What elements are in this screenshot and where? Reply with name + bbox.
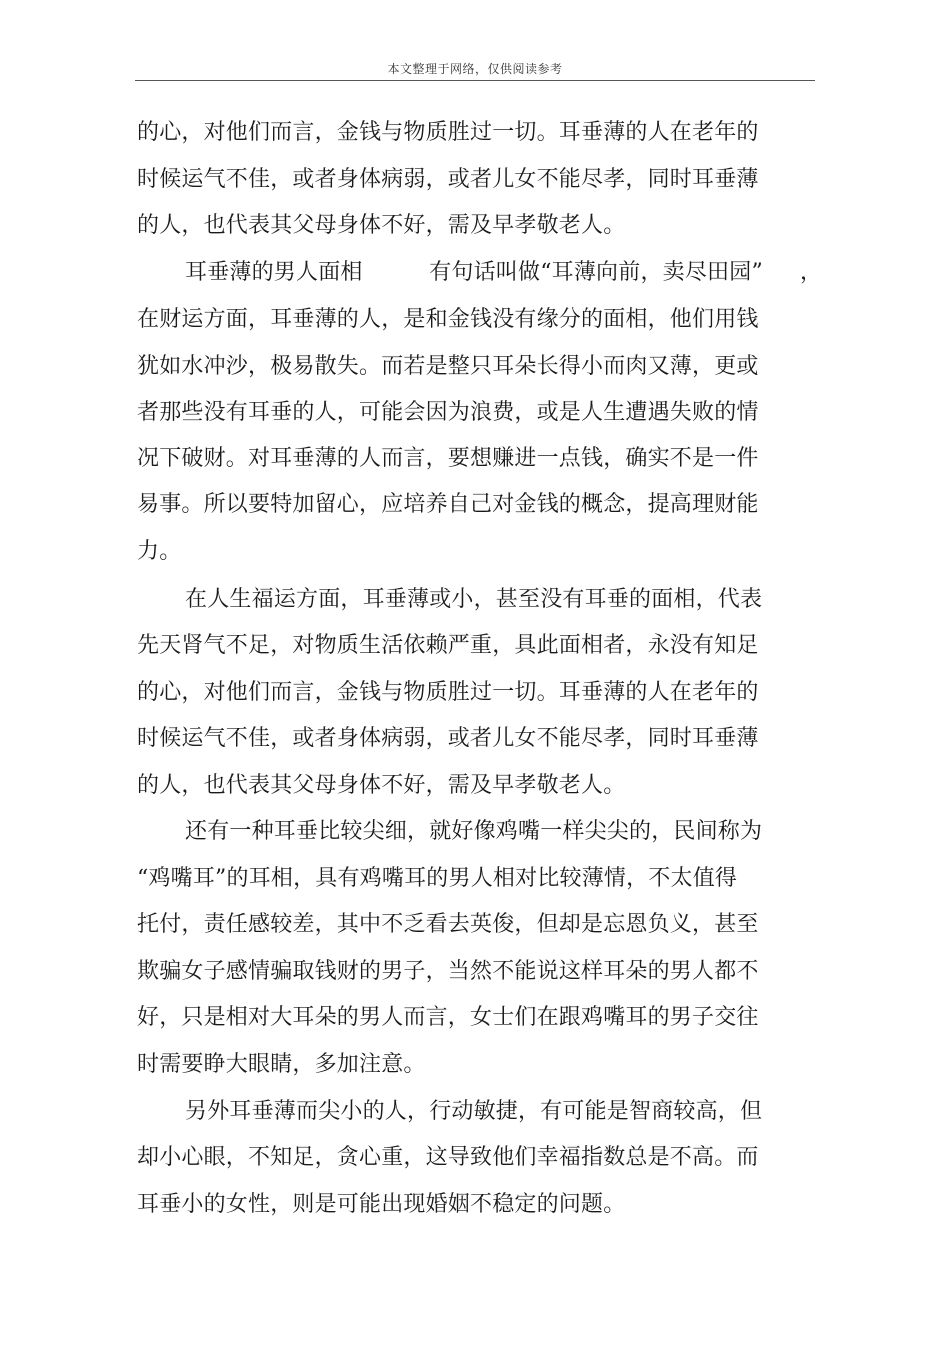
body-line: 的人，也代表其父母身体不好，需及早孝敬老人。 (137, 213, 626, 238)
body-line: 者那些没有耳垂的人，可能会因为浪费，或是人生遭遇失败的情 (137, 400, 759, 425)
body-line: “鸡嘴耳”的耳相，具有鸡嘴耳的男人相对比较薄情，不太值得 (137, 866, 738, 891)
trailing-comma: ， (800, 260, 823, 285)
body-line: 托付，责任感较差，其中不乏看去英俊，但却是忘恩负义，甚至 (137, 912, 759, 937)
body-line: 的心，对他们而言，金钱与物质胜过一切。耳垂薄的人在老年的 (137, 120, 759, 145)
body-line: 犹如水冲沙，极易散失。而若是整只耳朵长得小而肉又薄，更或 (137, 354, 759, 379)
body-line: 先天肾气不足，对物质生活依赖严重，具此面相者，永没有知足 (137, 633, 759, 658)
header-divider (135, 80, 815, 81)
body-line: 力。 (137, 539, 182, 564)
body-line: 另外耳垂薄而尖小的人，行动敏捷，有可能是智商较高，但 (185, 1099, 763, 1124)
body-line: 在财运方面，耳垂薄的人，是和金钱没有缘分的面相，他们用钱 (137, 307, 759, 332)
body-line: 耳垂小的女性，则是可能出现婚姻不稳定的问题。 (137, 1192, 626, 1217)
body-line: 却小心眼，不知足，贪心重，这导致他们幸福指数总是不高。而 (137, 1145, 759, 1170)
section-heading-line: 耳垂薄的男人面相 有句话叫做“耳薄向前，卖尽田园” (185, 260, 763, 285)
body-line: 还有一种耳垂比较尖细，就好像鸡嘴一样尖尖的，民间称为 (185, 819, 763, 844)
body-line: 时候运气不佳，或者身体病弱，或者儿女不能尽孝，同时耳垂薄 (137, 726, 759, 751)
body-line: 在人生福运方面，耳垂薄或小，甚至没有耳垂的面相，代表 (185, 587, 763, 612)
page-header: 本文整理于网络，仅供阅读参考 (387, 62, 563, 76)
body-line: 时候运气不佳，或者身体病弱，或者儿女不能尽孝，同时耳垂薄 (137, 167, 759, 192)
body-line: 时需要睁大眼睛，多加注意。 (137, 1052, 426, 1077)
body-line: 的人，也代表其父母身体不好，需及早孝敬老人。 (137, 773, 626, 798)
body-line: 的心，对他们而言，金钱与物质胜过一切。耳垂薄的人在老年的 (137, 680, 759, 705)
body-line: 况下破财。对耳垂薄的人而言，要想赚进一点钱，确实不是一件 (137, 446, 759, 471)
body-line: 欺骗女子感情骗取钱财的男子，当然不能说这样耳朵的男人都不 (137, 959, 759, 984)
body-line: 好，只是相对大耳朵的男人而言，女士们在跟鸡嘴耳的男子交往 (137, 1005, 759, 1030)
body-line: 易事。所以要特加留心，应培养自己对金钱的概念，提高理财能 (137, 492, 759, 517)
